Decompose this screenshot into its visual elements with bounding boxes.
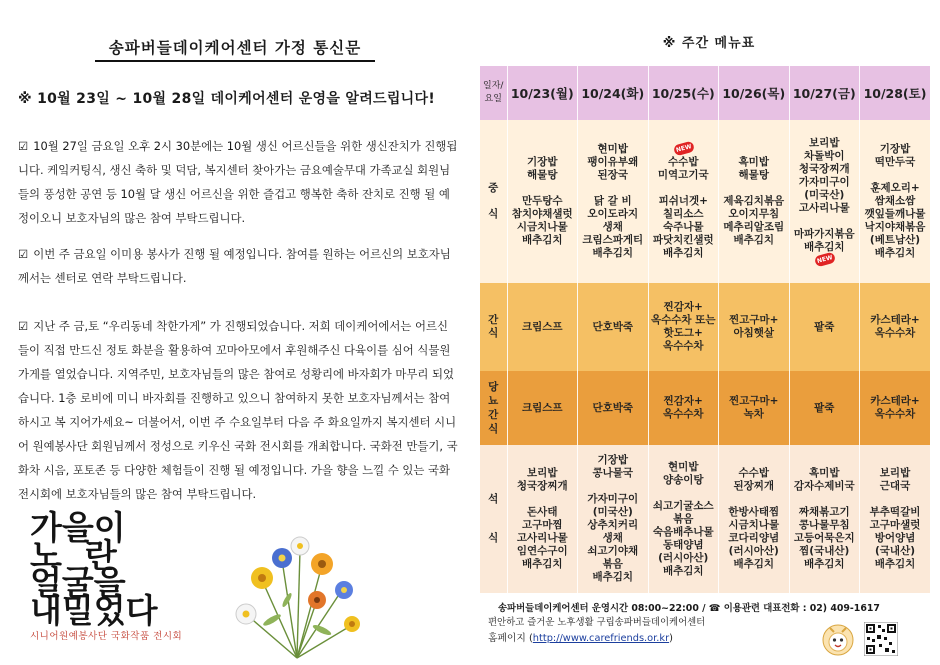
menu-cell [507,371,578,445]
notice-text: 지난 주 금,토 “우리동네 착한가게” 가 진행되었습니다. 저희 데이케어에서는 어르신들이 직접 만드신 정토 화분을 활용하여 꼬마아모에서 후원해주신 다육이를 심어 식물원가게를 열었습니다. 지역주민, 보호자님들의 많은 참여로 성황리에 바자회가 마무리 되었습니다. 1층 로비에 미니 바자회를 진행하고 있으니 참여하지 못한 보호자님께서는 참여하시고 복 지어가세요~ 더불어서, 이번 주 수요일부터 다음 주 화요일까지 복지센터 시니어 원예봉사단 회원님께서 정성으로 키우신 국화 전시회를 개최합니다. 국화전 만들기, 국화차 시음, 포토존 등 다양한 체험들이 진행 될 예정입니다. 가을 향을 느낄 수 있는 국화전시회에 보호자님들의 많은 참여 부탁드립니다. [18,319,458,501]
menu-items: 팥죽 [814,320,835,333]
menu-cell [789,445,860,593]
qr-code-icon[interactable] [864,622,898,656]
menu-items: 찐고구마+ 아침햇살 [729,314,779,339]
slogan-line: 얼굴을 [30,563,126,602]
autumn-slogan [30,508,230,630]
menu-row-lunch [480,120,930,283]
menu-cell [719,283,790,371]
menu-row-dinner [480,445,930,593]
menu-cell [507,283,578,371]
meal-label-char [481,519,506,532]
menu-cell [648,120,719,283]
title-underline [95,60,375,62]
menu-header-row [480,66,930,120]
menu-items: 팥죽 [814,401,835,414]
weekly-menu-column [478,0,940,665]
menu-items: 현미밥 팽이유부왜 된장국 닭 갈 비 오이도라지 생채 크림스파게티 배추김치 [582,143,644,259]
meal-label-char: 식 [488,327,499,339]
newsletter-headline: ※ 10월 23일 ~ 10월 28일 데이케어센터 운영을 알려드립니다! [18,91,436,107]
menu-table [480,66,930,593]
menu-cell [860,120,931,283]
menu-row-diabetic-snack [480,371,930,445]
menu-cell [507,120,578,283]
date-header: 10/27(금) [789,66,860,120]
notice-paragraph-birthday [18,134,458,230]
header-label: 일자/ [483,81,504,91]
checkbox-icon: ☑ [18,247,29,261]
notice-paragraph-haircut [18,242,458,290]
slogan-subtitle: 시니어원예봉사단 국화작품 전시회 [30,631,183,642]
notice-paragraph-bazaar [18,314,458,506]
meal-label-char: 뇨 [488,395,499,407]
menu-items: 크림스프 [521,401,563,414]
date-header: 10/23(월) [507,66,578,120]
meal-label-snack [480,283,507,371]
menu-items: 카스테라+ 옥수수차 [870,395,920,420]
menu-items: 기장밥 콩나물국 가자미구이 (미국산) 상추치커리 생채 쇠고기야채 볶음 배추김치 [587,454,639,583]
menu-items: 카스테라+ 옥수수차 [870,314,920,339]
menu-cell [578,120,649,283]
new-badge: NEW [673,141,695,157]
menu-cell [789,283,860,371]
menu-cell [578,371,649,445]
date-header: 10/25(수) [648,66,719,120]
menu-items: 흑미밥 감자수제비국 짜채볶고기 콩나물무침 고등어묵은지 찜(국내산) 배추김치 [793,467,855,570]
checkbox-icon: ☑ [18,319,29,333]
menu-items: 현미밥 양송이탕 쇠고기굴소스 볶음 숙음배추나물 동태양념 (러시아산) 배추김치 [652,460,714,577]
meal-label-char: 석 [488,493,499,505]
meal-label-char [481,195,506,208]
menu-items: 단호박죽 [592,320,634,333]
menu-items: 기장밥 해물탕 만두탕수 참치야채샐럿 시금치나물 배추김치 [511,156,573,246]
notice-text: 10월 27일 금요일 오후 2시 30분에는 10월 생신 어르신들을 위한 생신잔치가 진행됩니다. 케잌커팅식, 생신 축하 및 덕담, 복지센터 찾아가는 금요예술무대 가족교실 회원님들의 풍성한 공연 등 10월 달 생신 어르신을 위한 즐겁고 행복한 축하 잔치로 진행 될 예정이오니 보호자님의 많은 참여 부탁드립니다. [18,139,458,225]
menu-cell [719,371,790,445]
menu-items: 보리밥 근대국 부추떡갈비 고구마샐럿 방어양념 (국내산) 배추김치 [869,467,921,570]
center-slogan: 편안하고 즐거운 노후생활 구립송파버들데이케어센터 [488,617,706,628]
homepage-line [488,630,673,644]
date-day-header [480,66,507,120]
homepage-link[interactable]: http://www.carefriends.or.kr [532,633,670,644]
menu-items: 찐고구마+ 녹차 [729,395,779,420]
menu-items: 흑미밥 해물탕 제육김치볶음 오이지무침 메추리알조림 배추김치 [723,156,785,246]
menu-cell [648,445,719,593]
meal-label-char: 당 [488,381,499,393]
menu-cell [719,120,790,283]
menu-items: 크림스프 [521,320,563,333]
menu-cell [860,445,931,593]
meal-label-diabetic-snack [480,371,507,445]
notice-text: 이번 주 금요일 이미용 봉사가 진행 될 예정입니다. 참여를 원하는 어르신의 보호자님께서는 센터로 연락 부탁드립니다. [18,247,451,285]
menu-cell [648,371,719,445]
menu-items: 찐감자+ 옥수수차 또는 핫도그+ 옥수수차 [650,301,716,352]
meal-label-char: 식 [488,423,499,435]
menu-items: 보리밥 차돌박이 청국장찌개 가자미구이 (미국산) 고사리나물 마파가지볶음 배추김치 [793,136,855,253]
menu-items: 수수밥 미역고기국 피쉬너겟+ 칠리소스 숙주나물 파닷치킨샐럿 배추김치 [652,156,714,259]
meal-label-char [481,506,506,519]
meal-label-char: 간 [488,409,499,421]
menu-cell [719,445,790,593]
flower-bouquet-icon [222,520,372,660]
menu-items: 수수밥 된장찌개 한방사태찜 시금치나물 코다리양념 (러시아산) 배추김치 [728,467,780,570]
meal-label-lunch [480,120,507,283]
meal-label-char: 식 [488,532,499,544]
menu-cell [860,283,931,371]
slogan-line: 노 란 [30,535,117,575]
date-header: 10/28(토) [860,66,931,120]
menu-items: 보리밥 청국장찌개 돈사태 고구마찜 고사리나물 임연수구이 배추김치 [516,467,568,570]
menu-title: ※ 주간 메뉴표 [662,36,756,51]
newsletter-title: 송파버들데이케어센터 가정 통신문 [108,39,362,57]
date-header: 10/24(화) [578,66,649,120]
menu-cell [578,445,649,593]
menu-cell [648,283,719,371]
menu-cell [578,283,649,371]
header-label: 요일 [484,94,502,104]
menu-cell [789,120,860,283]
slogan-line: 내밀었다 [30,590,158,630]
meal-label-dinner [480,445,507,593]
meal-label-char: 식 [488,208,499,220]
menu-cell [860,371,931,445]
menu-cell [507,445,578,593]
mascot-icon [820,620,856,658]
menu-row-snack [480,283,930,371]
menu-items: 기장밥 떡만두국 훈제오리+ 쌈채소쌈 깻잎들깨나물 낙지야채볶음 (베트남산) 배추김치 [864,143,926,259]
date-header: 10/26(목) [719,66,790,120]
homepage-close: ) [669,633,673,644]
homepage-label: 홈페이지 ( [488,633,533,644]
menu-items: 단호박죽 [592,401,634,414]
slogan-line: 가을이 [30,508,126,547]
new-badge: NEW [814,251,836,267]
meal-label-char: 간 [488,314,499,326]
menu-items: 찐감자+ 옥수수차 [662,395,704,420]
meal-label-char: 중 [488,182,499,194]
menu-cell [789,371,860,445]
checkbox-icon: ☑ [18,139,29,153]
operating-hours: 송파버들데이케어센터 운영시간 08:00~22:00 / ☎ 이용관련 대표전화 : 02) 409-1617 [498,603,880,614]
